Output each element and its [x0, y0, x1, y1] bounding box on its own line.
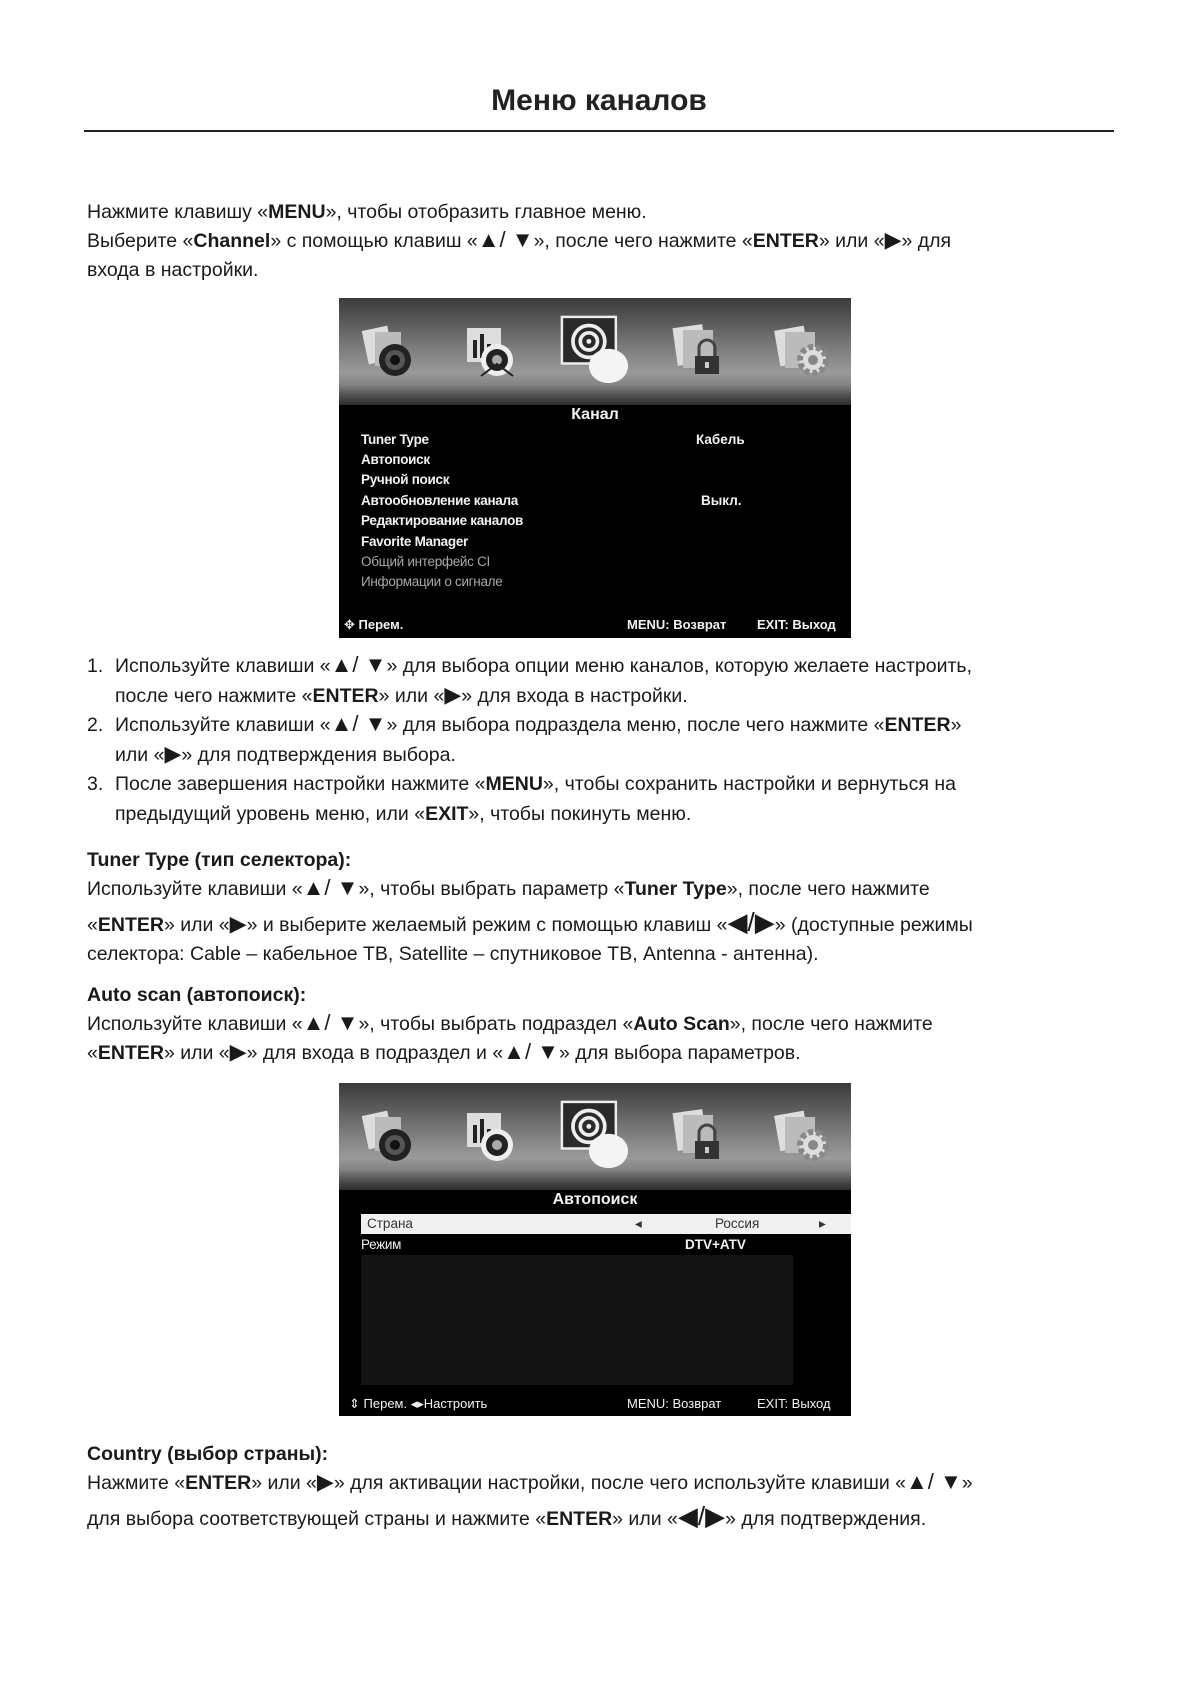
auto-update-value: Выкл. [701, 493, 742, 508]
move-arrows-icon: ✥ [344, 617, 359, 632]
lock-icon [669, 1105, 731, 1167]
menu-item-favorite-manager[interactable]: Favorite Manager [361, 534, 468, 549]
up-down-arrows-icon: ▲/ ▼ [330, 711, 387, 736]
autoscan-menu-title: Автопоиск [552, 1191, 638, 1208]
country-section: Country (выбор страны): Нажмите «ENTER» или «▶» для активации настройки, после чего используйте клавиши «▲/ ▼» для выбора соответствующей страны и нажмите «ENTER» или «◀/▶» для подтверждения. [87, 1440, 1127, 1534]
lock-icon [669, 320, 731, 382]
title-divider [84, 130, 1114, 132]
menu-item-channel-edit[interactable]: Редактирование каналов [361, 513, 524, 528]
footer-exit: EXIT: Выход [757, 1396, 831, 1411]
up-down-icon: ⇕ [349, 1396, 364, 1411]
intro-paragraph [87, 198, 1127, 285]
footer-menu-back: MENU: Возврат [627, 617, 727, 632]
menu-item-manual-scan[interactable]: Ручной поиск [361, 472, 450, 487]
empty-list-area [361, 1255, 793, 1385]
autoscan-menu-screenshot [339, 1083, 851, 1416]
menu-item-auto-update[interactable]: Автообновление канала [361, 493, 518, 508]
channel-icon [557, 312, 633, 388]
channel-menu-title: Канал [571, 406, 619, 423]
intro-line-2: Выберите «Channel» с помощью клавиш «▲/ ▼», после чего нажмите «ENTER» или «▶» для [87, 227, 952, 252]
sound-icon [459, 320, 521, 382]
step-item: 1. Используйте клавиши «▲/ ▼» для выбора опции меню каналов, которую желаете настроить, после чего нажмите «ENTER» или «▶» для входа в настройки. [87, 652, 972, 707]
country-label: Страна [367, 1216, 413, 1231]
right-arrow-icon: ▶ [884, 227, 902, 252]
left-right-icon: ◂▸ [410, 1396, 424, 1411]
sound-icon [459, 1105, 521, 1167]
tuner-type-heading: Tuner Type (тип селектора): [87, 849, 352, 871]
picture-icon [357, 320, 419, 382]
autoscan-heading: Auto scan (автопоиск): [87, 984, 307, 1006]
setup-icon [771, 1105, 833, 1167]
right-arrow-icon: ▶ [316, 1469, 334, 1494]
right-arrow-icon: ▶ [229, 911, 247, 936]
country-value: Россия [715, 1216, 760, 1231]
up-down-arrows-icon: ▲/ ▼ [330, 652, 387, 677]
steps-list [87, 652, 1127, 829]
footer-move-hint: ✥ Перем. [344, 617, 404, 632]
setup-icon [771, 320, 833, 382]
up-down-arrows-icon: ▲/ ▼ [503, 1039, 559, 1064]
autoscan-section: Auto scan (автопоиск): Используйте клавиши «▲/ ▼», чтобы выбрать подраздел «Auto Scan», после чего нажмите «ENTER» или «▶» для входа в подраздел и «▲/ ▼» для выбора параметров. [87, 981, 1127, 1068]
up-down-arrows-icon: ▲/ ▼ [302, 875, 359, 900]
tuner-type-section: Tuner Type (тип селектора): Используйте клавиши «▲/ ▼», чтобы выбрать параметр «Tuner Type», после чего нажмите «ENTER» или «▶» и выберите желаемый режим с помощью клавиш «◀/▶» (доступные режимы селектора: Cable – кабельное ТВ, Satellite – спутниковое ТВ, Antenna - антенна). [87, 846, 1127, 969]
left-right-arrows-icon: ◀/▶ [727, 907, 775, 937]
menu-item-autoscan[interactable]: Автопоиск [361, 452, 430, 467]
chevron-right-icon[interactable]: ▸ [819, 1216, 826, 1231]
picture-icon [357, 1105, 419, 1167]
country-heading: Country (выбор страны): [87, 1443, 329, 1465]
menu-item-common-interface: Общий интерфейс CI [361, 554, 490, 569]
right-arrow-icon: ▶ [444, 681, 462, 707]
channel-icon [557, 1097, 633, 1173]
mode-value: DTV+ATV [685, 1237, 746, 1252]
tuner-type-value: Кабель [696, 432, 745, 447]
country-row-selected[interactable] [361, 1214, 851, 1234]
step-item: 2. Используйте клавиши «▲/ ▼» для выбора подраздела меню, после чего нажмите «ENTER» или «▶» для подтверждения выбора. [87, 711, 962, 766]
menu-item-tuner-type[interactable]: Tuner Type [361, 432, 429, 447]
footer-menu-back: MENU: Возврат [627, 1396, 722, 1411]
footer-move-hint: ⇕ Перем. ◂▸Настроить [349, 1396, 488, 1411]
right-arrow-icon: ▶ [229, 1039, 247, 1064]
intro-line-3: входа в настройки. [87, 259, 259, 281]
chevron-left-icon[interactable]: ◂ [635, 1216, 642, 1231]
left-right-arrows-icon: ◀/▶ [677, 1501, 726, 1531]
page-title: Меню каналов [491, 84, 707, 117]
step-item: 3. После завершения настройки нажмите «MENU», чтобы сохранить настройки и вернуться на предыдущий уровень меню, или «EXIT», чтобы покинуть меню. [87, 773, 956, 825]
right-arrow-icon: ▶ [164, 740, 182, 766]
up-down-arrows-icon: ▲/ ▼ [302, 1010, 359, 1035]
mode-row[interactable]: Режим [361, 1237, 402, 1252]
intro-line-1: Нажмите клавишу «MENU», чтобы отобразить главное меню. [87, 201, 647, 223]
footer-exit: EXIT: Выход [757, 617, 836, 632]
channel-menu-screenshot [339, 298, 851, 638]
menu-item-signal-info: Информации о сигнале [361, 574, 503, 589]
up-down-arrows-icon: ▲/ ▼ [477, 227, 534, 252]
up-down-arrows-icon: ▲/ ▼ [906, 1469, 962, 1494]
